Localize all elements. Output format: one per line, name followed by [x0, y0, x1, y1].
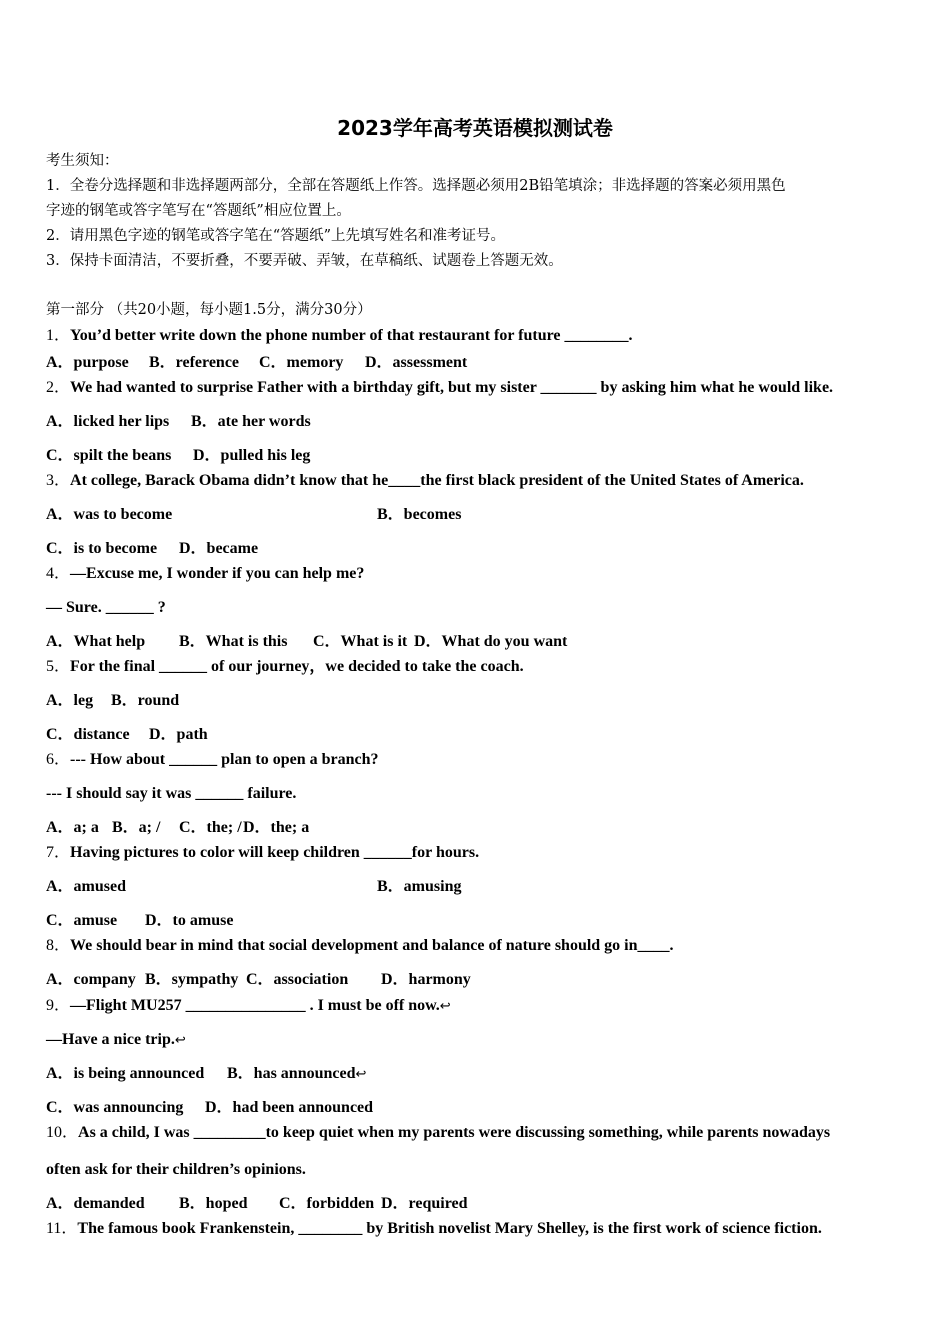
option-d: D．required — [381, 1195, 468, 1212]
option-a: A．was to become — [46, 506, 173, 523]
question-6-dialogue: --- I should say it was ______ failure. — [46, 785, 297, 802]
option-b: B．has announced↩ — [227, 1065, 367, 1082]
question-number: 1． — [46, 327, 71, 344]
question-3 — [46, 470, 926, 492]
option-c: C．What is it — [313, 633, 408, 650]
question-text: --- How about ______ plan to open a branch? — [70, 751, 379, 768]
option-a: A．purpose — [46, 354, 129, 371]
question-8 — [46, 935, 926, 957]
question-7 — [46, 842, 926, 864]
notice-line-3: 2．请用黑色字迹的钢笔或答字笔在“答题纸”上先填写姓名和准考证号。 — [46, 228, 506, 244]
option-c: C．was announcing — [46, 1099, 184, 1116]
dialogue-text: —Have a nice trip. — [46, 1031, 175, 1048]
section-heading: 第一部分 （共20小题，每小题1.5分，满分30分） — [46, 302, 372, 318]
option-a: A．leg — [46, 692, 94, 709]
paragraph-mark-icon: ↩ — [174, 1032, 186, 1047]
option-d: D．became — [179, 540, 259, 557]
question-number: 11． — [46, 1220, 78, 1237]
question-text: You’d better write down the phone number of that restaurant for future ________. — [70, 327, 633, 344]
option-a: A．What help — [46, 633, 146, 650]
paragraph-mark-icon: ↩ — [439, 998, 451, 1013]
question-text: We should bear in mind that social development and balance of nature should go in____. — [70, 937, 674, 954]
option-a: A．a; a — [46, 819, 99, 836]
notice-line-1: 1．全卷分选择题和非选择题两部分，全部在答题纸上作答。选择题必须用2B铅笔填涂；非选择题的答案必须用黑色 — [46, 178, 786, 194]
question-number: 9． — [46, 997, 71, 1014]
question-2 — [46, 377, 926, 399]
paragraph-mark-icon: ↩ — [355, 1066, 367, 1081]
question-9-dialogue — [46, 1029, 926, 1051]
question-text: At college, Barack Obama didn’t know that he____the first black president of the United States of America. — [70, 472, 804, 489]
question-text: —Excuse me, I wonder if you can help me? — [70, 565, 365, 582]
question-6 — [46, 749, 926, 771]
option-d: D．harmony — [381, 971, 471, 988]
notice-line-4: 3．保持卡面清洁，不要折叠，不要弄破、弄皱，在草稿纸、试题卷上答题无效。 — [46, 253, 563, 269]
question-text: Having pictures to color will keep children ______for hours. — [70, 844, 480, 861]
question-number: 3． — [46, 472, 71, 489]
question-10 — [46, 1122, 926, 1144]
option-b: B．What is this — [179, 633, 288, 650]
notice-heading: 考生须知： — [46, 153, 119, 169]
option-d: D．path — [149, 726, 208, 743]
option-b: B．reference — [149, 354, 240, 371]
question-4-dialogue: — Sure. ______ ? — [46, 599, 166, 616]
option-d: D．the; a — [243, 819, 310, 836]
question-number: 10． — [46, 1124, 79, 1141]
option-b: B．hoped — [179, 1195, 248, 1212]
question-1 — [46, 325, 926, 347]
option-b: B．sympathy — [145, 971, 239, 988]
option-c: C．the; / — [179, 819, 242, 836]
option-a: A．demanded — [46, 1195, 145, 1212]
question-number: 7． — [46, 844, 71, 861]
option-d: D．What do you want — [414, 633, 568, 650]
option-c: C．association — [246, 971, 349, 988]
option-a: A．company — [46, 971, 136, 988]
question-9 — [46, 995, 926, 1017]
option-c: C．distance — [46, 726, 130, 743]
question-text: We had wanted to surprise Father with a birthday gift, but my sister _______ by asking him what he would like. — [70, 379, 834, 396]
page-title: 2023学年高考英语模拟测试卷 — [337, 116, 613, 140]
option-c: C．is to become — [46, 540, 158, 557]
question-number: 5． — [46, 658, 71, 675]
question-number: 6． — [46, 751, 71, 768]
question-text: —Flight MU257 _______________ . I must be off now. — [70, 997, 440, 1014]
option-c: C．spilt the beans — [46, 447, 172, 464]
option-c: C．forbidden — [279, 1195, 375, 1212]
notice-line-2: 字迹的钢笔或答字笔写在“答题纸”相应位置上。 — [46, 203, 351, 219]
option-b: B．amusing — [377, 878, 462, 895]
question-5 — [46, 656, 926, 678]
question-text: As a child, I was _________to keep quiet when my parents were discussing something, while parents nowadays — [78, 1124, 831, 1141]
question-number: 8． — [46, 937, 71, 954]
option-c: C．memory — [259, 354, 344, 371]
option-b: B．becomes — [377, 506, 462, 523]
question-4 — [46, 563, 926, 585]
question-text: The famous book Frankenstein, ________ by British novelist Mary Shelley, is the first work of science fiction. — [77, 1220, 822, 1237]
option-c: C．amuse — [46, 912, 118, 929]
question-number: 2． — [46, 379, 71, 396]
option-b: B．round — [111, 692, 180, 709]
question-number: 4． — [46, 565, 71, 582]
option-a: A．amused — [46, 878, 127, 895]
option-d: D．to amuse — [145, 912, 234, 929]
option-d: D．pulled his leg — [193, 447, 311, 464]
option-b: B．a; / — [112, 819, 161, 836]
option-d: D．had been announced — [205, 1099, 374, 1116]
option-b: B．ate her words — [191, 413, 311, 430]
option-d: D．assessment — [365, 354, 468, 371]
question-10-continued: often ask for their children’s opinions. — [46, 1161, 306, 1178]
question-11 — [46, 1218, 926, 1240]
option-a: A．is being announced — [46, 1065, 205, 1082]
option-a: A．licked her lips — [46, 413, 170, 430]
question-text: For the final ______ of our journey，we decided to take the coach. — [70, 658, 524, 675]
